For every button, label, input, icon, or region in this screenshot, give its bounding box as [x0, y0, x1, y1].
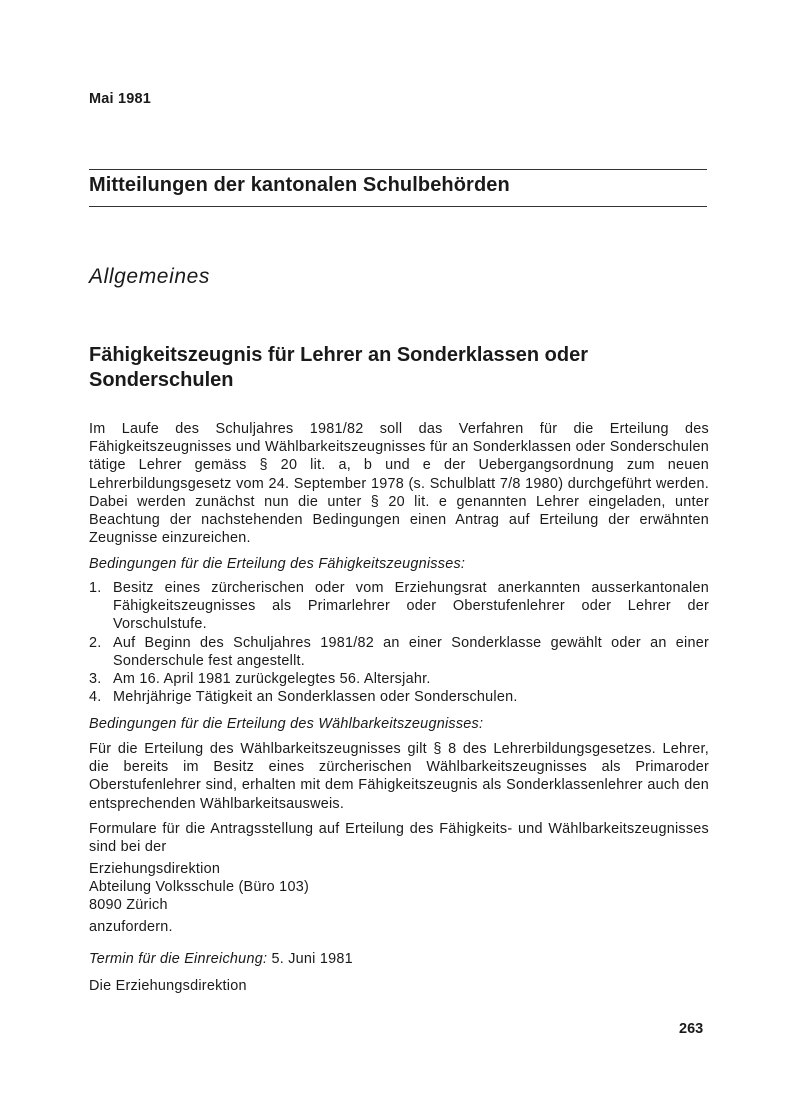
section-title: Mitteilungen der kantonalen Schulbehörden [89, 174, 510, 196]
list-item [89, 670, 709, 688]
list-item-text: Am 16. April 1981 zurückgelegtes 56. Altersjahr. [113, 671, 431, 688]
article-title: Fähigkeitszeugnis für Lehrer an Sonderklassen oder Sonderschulen [89, 344, 589, 391]
deadline-value: 5. Juni 1981 [271, 951, 353, 967]
faehigkeit-conditions-heading: Bedingungen für die Erteilung des Fähigkeitszeugnisses: [89, 556, 466, 572]
address-block [89, 860, 709, 915]
deadline-label: Termin für die Einreichung: [89, 951, 268, 967]
list-item-text: Mehrjährige Tätigkeit an Sonderklassen oder Sonderschulen. [113, 689, 518, 706]
list-item [89, 634, 709, 670]
waehlbarkeit-conditions-paragraph: Für die Erteilung des Wählbarkeitszeugnisses gilt § 8 des Lehrerbildungsgesetzes. Lehrer, die bereits im Besitz eines zürcherischen Wählbarkeitszeugnisses als Primaroder Oberstufenlehrer sind, erhalten mit dem Fähigkeitszeugnis als Sonderklassenlehrer auch den entsprechenden Wählbarkeitsausweis. [89, 741, 709, 812]
forms-paragraph: Formulare für die Antragsstellung auf Erteilung des Fähigkeits- und Wählbarkeitszeugnisses sind bei der [89, 821, 709, 856]
page-number: 263 [679, 1021, 704, 1037]
list-item-text: Auf Beginn des Schuljahres 1981/82 an einer Sonderklasse gewählt oder an einer Sonderschule fest angestellt. [113, 634, 709, 669]
deadline-line [89, 950, 709, 968]
address-line: 8090 Zürich [89, 897, 168, 914]
list-item-number: 1. [89, 580, 102, 596]
list-item [89, 688, 709, 706]
address-line: Abteilung Volksschule (Büro 103) [89, 879, 309, 896]
signature: Die Erziehungsdirektion [89, 978, 247, 994]
waehlbarkeit-conditions-heading: Bedingungen für die Erteilung des Wählbarkeitszeugnisses: [89, 716, 484, 732]
faehigkeit-conditions-list [89, 579, 709, 706]
section-rule-bottom [89, 206, 707, 207]
category-heading: Allgemeines [89, 265, 210, 288]
address-line: Erziehungsdirektion [89, 861, 221, 877]
request-word: anzufordern. [89, 919, 173, 935]
issue-date: Mai 1981 [89, 91, 152, 107]
intro-paragraph: Im Laufe des Schuljahres 1981/82 soll das Verfahren für die Erteilung des Fähigkeitszeugnisses und Wählbarkeitszeugnisses für an Sonderklassen oder Sonderschulen tätige Lehrer gemäss § 20 lit. a, b und e der Uebergangsordnung zum neuen Lehrerbildungsgesetz vom 24. September 1978 (s. Schulblatt 7/8 1980) durchgeführt werden. Dabei werden zunächst nun die unter § 20 lit. e genannten Lehrer eingeladen, unter Beachtung der nachstehenden Bedingungen einen Antrag auf Erteilung der erwähnten Zeugnisse einzureichen. [89, 421, 709, 547]
list-item-number: 4. [89, 689, 102, 706]
section-rule-top [89, 169, 707, 170]
list-item [89, 579, 709, 634]
list-item-text: Besitz eines zürcherischen oder vom Erziehungsrat anerkannten ausserkantonalen Fähigkeitszeugnisses als Primarlehrer oder Oberstufenlehrer oder Lehrer der Vorschulstufe. [113, 580, 709, 633]
list-item-number: 2. [89, 634, 102, 651]
list-item-number: 3. [89, 671, 102, 688]
